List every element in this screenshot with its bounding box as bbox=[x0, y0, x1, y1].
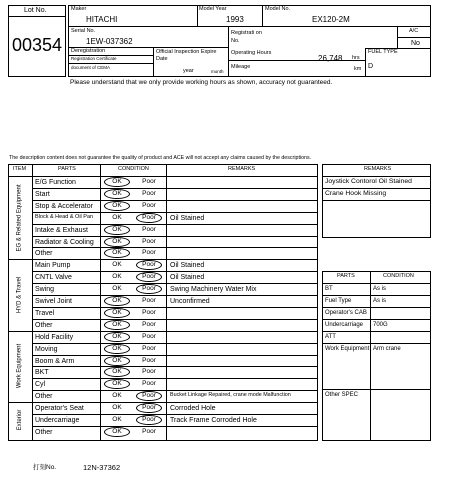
model-year-label: Model Year bbox=[199, 6, 227, 12]
lot-label: Lot No. bbox=[24, 7, 47, 14]
condition-ok: OK bbox=[112, 273, 122, 281]
condition-poor: Poor bbox=[142, 189, 156, 197]
part-name: Swivel Joint bbox=[35, 298, 72, 305]
spec-part-name: Fuel Type bbox=[325, 298, 352, 304]
col-condition-header: CONDITION bbox=[118, 166, 149, 172]
condition-poor: Poor bbox=[142, 308, 156, 316]
condition-ok: OK bbox=[112, 416, 122, 423]
serial-label: Serial No. bbox=[71, 28, 96, 34]
spec-part-name: Work Equipment bbox=[325, 346, 370, 352]
remark-text: Unconfirmed bbox=[170, 298, 210, 305]
condition-ok: OK bbox=[112, 237, 122, 245]
part-name: Undercarriage bbox=[35, 417, 80, 424]
km-label: km bbox=[354, 66, 362, 72]
condition-poor: Poor bbox=[142, 237, 156, 245]
spec-condition: 700G bbox=[373, 322, 388, 328]
spec-condition: Arm crane bbox=[373, 346, 401, 352]
remark-text: Swing Machinery Water Mix bbox=[170, 286, 257, 294]
condition-ok: OK bbox=[112, 308, 122, 316]
remarks-box-title: REMARKS bbox=[364, 166, 392, 172]
selected-poor-mark bbox=[136, 415, 162, 425]
group-label: HYD & Travel bbox=[17, 276, 24, 314]
condition-poor: Poor bbox=[142, 178, 156, 185]
condition-ok: OK bbox=[112, 344, 122, 352]
condition-poor: Poor bbox=[142, 356, 156, 364]
condition-ok: OK bbox=[112, 297, 122, 304]
col-parts-header: PARTS bbox=[58, 166, 76, 172]
condition-ok: OK bbox=[112, 332, 122, 340]
condition-poor: Poor bbox=[142, 213, 156, 221]
remark-text: Oil Stained bbox=[170, 214, 205, 222]
month-label: month bbox=[211, 69, 224, 74]
part-name: Travel bbox=[35, 309, 55, 317]
condition-poor: Poor bbox=[142, 320, 156, 328]
part-name: Intake & Exhaust bbox=[35, 226, 88, 234]
spec-condition: As is bbox=[373, 286, 387, 292]
hrs-label: hrs bbox=[352, 55, 360, 61]
condition-poor: Poor bbox=[142, 427, 156, 435]
remark-text: Track Frame Corroded Hole bbox=[170, 417, 257, 424]
operating-hours-label: Operating Hours bbox=[231, 50, 272, 56]
remark-text: Oil Stained bbox=[170, 274, 205, 282]
inspection-label: Official Inspection Expire Date bbox=[156, 49, 217, 62]
serial-value: 1EW-037362 bbox=[86, 37, 133, 46]
col-item-header: ITEM bbox=[13, 166, 27, 172]
condition-poor: Poor bbox=[142, 249, 156, 257]
condition-ok: OK bbox=[112, 178, 122, 185]
part-name: Operator's Seat bbox=[35, 405, 84, 413]
condition-poor: Poor bbox=[142, 392, 156, 400]
year-label: year bbox=[183, 68, 194, 74]
model-no-value: EX120-2M bbox=[312, 15, 350, 24]
part-name: Stop & Accelerator bbox=[35, 202, 93, 210]
selected-ok-mark bbox=[104, 237, 130, 247]
condition-poor: Poor bbox=[142, 344, 156, 352]
fuel-type-label: FUEL TYPE bbox=[368, 49, 398, 55]
part-name: E/G Function bbox=[35, 179, 76, 186]
lot-number: 00354 bbox=[12, 35, 63, 55]
registration-certificate-label: Registration Certificate bbox=[71, 56, 117, 61]
remarks-line: Joystick Contorol Oil Stained bbox=[325, 178, 412, 185]
spec-part-name: Operator's CAB bbox=[325, 310, 367, 316]
condition-poor: Poor bbox=[142, 273, 156, 281]
part-name: Radiator & Cooling bbox=[35, 238, 94, 246]
selected-ok-mark bbox=[104, 332, 130, 342]
selected-ok-mark bbox=[104, 344, 130, 354]
selected-ok-mark bbox=[104, 201, 130, 211]
disclaimer-text: The description content does not guarantee the quality of product and ACE will not accept any claims caused by the descriptions. bbox=[9, 155, 312, 161]
group-label: Exterior bbox=[16, 409, 23, 431]
remark-text: Oil Stained bbox=[170, 262, 205, 270]
selected-ok-mark bbox=[104, 427, 130, 437]
part-name: Hold Facility bbox=[35, 333, 74, 341]
selected-ok-mark bbox=[104, 225, 130, 235]
part-name: Other bbox=[35, 428, 53, 436]
spec-part-name: Undercarriage bbox=[325, 322, 364, 328]
part-name: Other bbox=[35, 393, 53, 401]
model-no-label: Model No. bbox=[265, 6, 291, 12]
group-label: Work Equipment bbox=[17, 344, 24, 389]
condition-ok: OK bbox=[112, 213, 122, 221]
spec-part-name: BT bbox=[325, 286, 333, 292]
ac-value: No bbox=[411, 40, 420, 47]
part-name: Block & Head & Oil Pan bbox=[35, 213, 94, 220]
group-label: EG & Related Equipment bbox=[17, 184, 24, 252]
remark-text: Corroded Hole bbox=[170, 405, 216, 413]
mileage-label: Mileage bbox=[231, 64, 251, 70]
part-name: Boom & Arm bbox=[35, 357, 75, 365]
selected-ok-mark bbox=[104, 320, 130, 330]
selected-ok-mark bbox=[104, 356, 130, 366]
condition-ok: OK bbox=[112, 201, 122, 209]
remarks-line: Crane Hook Missing bbox=[325, 190, 387, 197]
condition-ok: OK bbox=[112, 249, 122, 257]
condition-poor: Poor bbox=[142, 201, 156, 209]
deregistration-label: Deregistration bbox=[71, 48, 106, 54]
condition-ok: OK bbox=[112, 189, 122, 197]
part-name: Swing bbox=[35, 286, 55, 294]
condition-poor: Poor bbox=[142, 404, 156, 412]
document-label: document of CEMA bbox=[71, 65, 111, 70]
maker-value: HITACHI bbox=[86, 15, 118, 24]
condition-poor: Poor bbox=[142, 261, 156, 269]
stamp-number-value: 12N-37362 bbox=[83, 463, 121, 472]
condition-poor: Poor bbox=[142, 285, 156, 293]
selected-ok-mark bbox=[104, 308, 130, 318]
part-name: Moving bbox=[35, 345, 58, 353]
fuel-type-value: D bbox=[368, 63, 374, 70]
lot-divider bbox=[8, 16, 66, 17]
condition-ok: OK bbox=[112, 392, 122, 400]
condition-poor: Poor bbox=[142, 380, 156, 388]
condition-ok: OK bbox=[112, 427, 122, 435]
condition-ok: OK bbox=[112, 368, 122, 376]
condition-ok: OK bbox=[112, 320, 122, 328]
condition-poor: Poor bbox=[142, 332, 156, 340]
model-year-value: 1993 bbox=[226, 15, 244, 24]
part-name: Start bbox=[35, 190, 50, 198]
ac-label: A/C bbox=[409, 28, 419, 34]
header-notice: Please understand that we only provide working hours as shown, accuracy not guaranteed. bbox=[70, 79, 333, 86]
condition-ok: OK bbox=[112, 285, 122, 293]
condition-ok: OK bbox=[112, 404, 122, 412]
operating-hours-value: 26,748 bbox=[318, 54, 343, 63]
condition-poor: Poor bbox=[142, 416, 156, 423]
part-name: Other bbox=[35, 250, 53, 258]
part-name: Main Pump bbox=[35, 262, 71, 270]
condition-ok: OK bbox=[112, 225, 122, 233]
condition-poor: Poor bbox=[142, 368, 156, 376]
parts-col-header: PARTS bbox=[337, 273, 355, 279]
part-name: BKT bbox=[35, 369, 49, 377]
condition-col-header: CONDITION bbox=[383, 273, 414, 279]
selected-ok-mark bbox=[104, 296, 130, 306]
remark-text: Bucket Linkage Repaired, crane mode Malfunction bbox=[170, 392, 291, 399]
parts-condition-table bbox=[322, 271, 431, 441]
maker-label: Maker bbox=[71, 6, 87, 12]
selected-ok-mark bbox=[104, 177, 130, 187]
registration-label: Registrati on No. bbox=[231, 30, 262, 45]
condition-ok: OK bbox=[112, 261, 122, 269]
spec-part-name: ATT bbox=[325, 334, 336, 340]
col-remarks-header: REMARKS bbox=[228, 166, 256, 172]
condition-poor: Poor bbox=[142, 297, 156, 304]
part-name: Other bbox=[35, 321, 53, 329]
condition-ok: OK bbox=[112, 356, 122, 364]
condition-poor: Poor bbox=[142, 225, 156, 233]
selected-ok-mark bbox=[104, 189, 130, 199]
spec-condition: As is bbox=[373, 298, 387, 304]
part-name: CNTL Valve bbox=[35, 274, 72, 282]
condition-ok: OK bbox=[112, 380, 122, 388]
selected-poor-mark bbox=[136, 213, 162, 223]
spec-part-name: Other SPEC bbox=[325, 392, 359, 398]
part-name: Cyl bbox=[35, 381, 46, 389]
stamp-number-label: 打刻No. bbox=[33, 464, 57, 471]
